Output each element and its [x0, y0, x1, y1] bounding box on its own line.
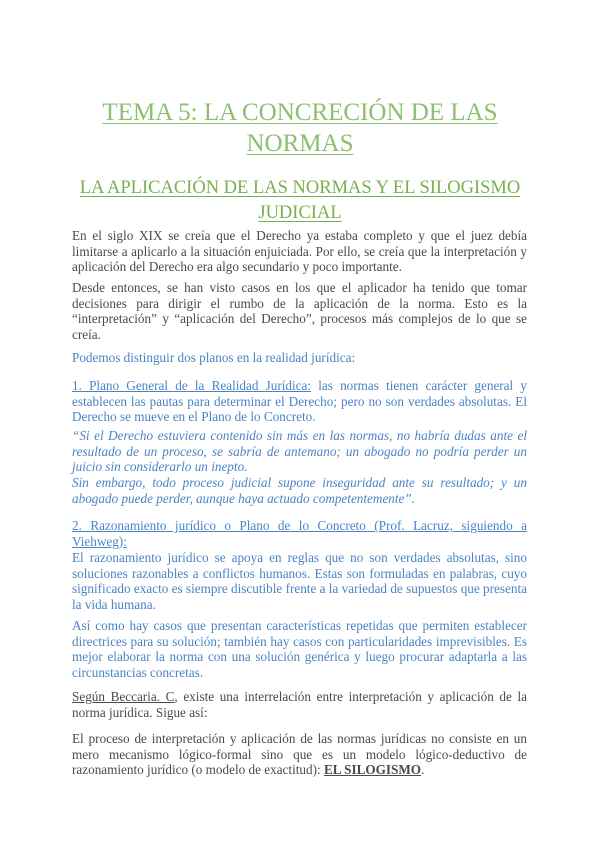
plano-2-text-2: Así como hay casos que presentan características repetidas que permiten establecer directrices para su solución; también hay casos con particularidades imprevisibles. Es mejor elaborar la norma con una solución genérica y luego procurar adaptarla a las circunstancias concretas.	[72, 618, 527, 680]
plano-2-heading: 2. Razonamiento jurídico o Plano de lo Concreto (Prof. Lacruz, siguiendo a Viehweg):	[72, 518, 527, 549]
beccaria-label: Según Beccaria. C	[72, 689, 175, 704]
quote-paragraph-2: Sin embargo, todo proceso judicial supone inseguridad ante su resultado; y un abogado puede perder, aunque haya actuado competentemente”.	[72, 475, 527, 506]
plano-1-heading: 1. Plano General de la Realidad Jurídica:	[72, 378, 312, 393]
plano-1-paragraph	[72, 378, 527, 425]
intro-paragraph-2: Desde entonces, se han visto casos en los que el aplicador ha tenido que tomar decisiones para dirigir el rumbo de la aplicación de la norma. Esto es la “interpretación” y “aplicación del Derecho”, procesos más complejos de lo que se creía.	[72, 280, 527, 342]
plano-1-text: las normas tienen carácter general y establecen las pautas para determinar el Derecho; pero no son verdades absolutas. El Derecho se mueve en el Plano de lo Concreto.	[72, 378, 527, 424]
silogismo-emphasis: EL SILOGISMO	[323, 762, 422, 777]
final-paragraph	[72, 731, 527, 778]
quote-paragraph-1: “Si el Derecho estuviera contenido sin más en las normas, no habría dudas ante el resultado de un proceso, se sabría de antemano; un abogado no podría perder un juicio sin considerarlo un inepto.	[72, 428, 527, 474]
planos-intro: Podemos distinguir dos planos en la realidad jurídica:	[72, 350, 356, 365]
page-title: TEMA 5: LA CONCRECIÓN DE LAS NORMAS	[102, 99, 498, 157]
final-text: El proceso de interpretación y aplicación de las normas jurídicas no consiste en un mero mecanismo lógico-formal sino que es un modelo lógico-deductivo de razonamiento jurídico (o modelo de exactitud):	[72, 731, 527, 777]
beccaria-text: , existe una interrelación entre interpretación y aplicación de la norma jurídica. Sigue así:	[72, 689, 528, 720]
section-subtitle: LA APLICACIÓN DE LAS NORMAS Y EL SILOGISMO JUDICIAL	[79, 178, 521, 223]
plano-2-text-1: El razonamiento jurídico se apoya en reglas que no son verdades absolutas, sino soluciones razonables a conflictos humanos. Estas son formuladas en palabras, cuyo significado exacto es siempre discutible frente a la variedad de supuestos que presenta la vida humana.	[72, 550, 527, 612]
final-end: .	[421, 762, 425, 777]
intro-paragraph-1: En el siglo XIX se creía que el Derecho ya estaba completo y que el juez debía limitarse a aplicarlo a la situación enjuiciada. Por ello, se creía que la interpretación y aplicación del Derecho era algo secundario y poco importante.	[72, 228, 527, 274]
beccaria-paragraph	[72, 689, 527, 720]
